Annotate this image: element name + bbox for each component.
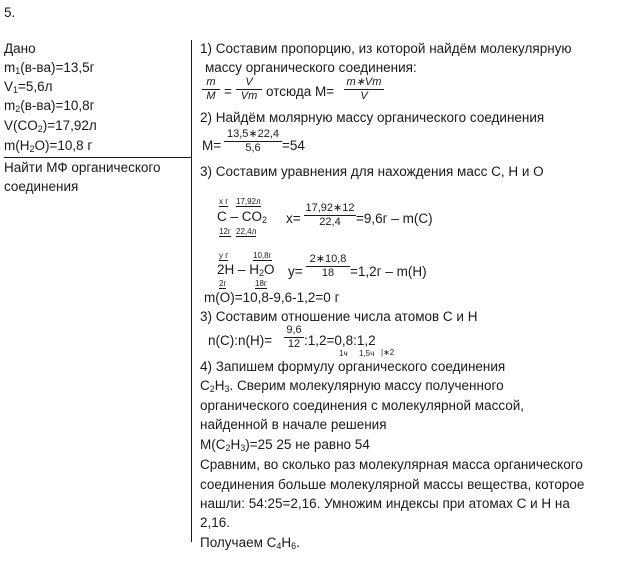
ratio-part-c: 1ч <box>339 349 348 358</box>
step4-formula-line: $C_2H_3$. Сверим молекулярную массу полученного <box>200 378 504 394</box>
ratio-fraction: 9,6 12 <box>284 325 304 350</box>
c-equation: C – $CO_2$ <box>217 209 268 225</box>
given-m1: $m_1(в-ва)=13,5г$ <box>4 60 95 76</box>
step3b-line-1: 3) Составим отношение числа атомов С и Н <box>200 309 478 324</box>
given-divider <box>4 157 192 158</box>
h-top-mass: 10,8г <box>253 251 272 260</box>
step4-line-8: нашли: 54:25=2,16. Умножим индексы при атомах С и Н на <box>200 496 570 511</box>
given-heading: Дано <box>4 41 36 56</box>
step1-then: отсюда М= <box>266 84 335 99</box>
find-line-1: Найти МФ органического <box>4 160 161 175</box>
final-answer: Получаем $С_4Н_6$. <box>200 535 300 551</box>
step4-line-1: 4) Запишем формулу органического соединения <box>200 359 506 374</box>
step4-line-3: органического соединения с молекулярной массой, <box>200 398 525 413</box>
step4-line-4: найденной в начале решения <box>200 417 387 432</box>
find-line-2: соединения <box>4 179 79 194</box>
o-mass-line: m(O)=10,8-9,6-1,2=0 г <box>204 290 340 305</box>
step4-line-9: 2,16. <box>200 515 231 530</box>
step1-line-1: 1) Составим пропорцию, из которой найдём молекулярную <box>200 41 572 56</box>
problem-number: 5. <box>4 5 16 20</box>
step1-line-2: массу органического соединения: <box>205 60 417 75</box>
step4-line-7: соединения больше молекулярной массы вещества, которое <box>200 477 585 492</box>
c-top-volume: 17,92л <box>236 197 261 206</box>
step2-lhs: М= <box>202 138 222 153</box>
h-bottom-mass: 2г <box>219 279 227 288</box>
given-m2: $m_2(в-ва)=10,8г$ <box>4 98 95 114</box>
given-v1: $V_1=5,6л$ <box>4 79 53 95</box>
step1-fraction-result: m∗Vm V <box>344 77 384 102</box>
h-equation: $2H - H_2O$ <box>217 262 275 278</box>
step4-line-6: Сравним, во сколько раз молекулярная масса органического <box>200 457 583 472</box>
given-vco2: $V(CO_2)=17,92л$ <box>4 118 97 134</box>
vertical-divider <box>191 40 192 542</box>
step4-molar-mass-line: $M(C_2H_3)=25$ 25 не равно 54 <box>200 437 370 453</box>
c-bottom-volume: 22,4л <box>236 227 257 236</box>
c-bottom-mass: 12г <box>219 227 231 236</box>
h-top-y: у г <box>219 251 229 260</box>
ratio-multiplier: |∗2 <box>381 348 395 357</box>
ratio-part-h: 1,5ч <box>359 349 375 358</box>
ratio-lhs: n(C):n(H)= <box>208 333 273 348</box>
c-fraction: 17,92∗12 22,4 <box>305 202 355 228</box>
step2-fraction: 13,5∗22,4 5,6 <box>224 129 282 154</box>
h-result: =1,2г – m(H) <box>350 264 427 279</box>
c-x-label: х= <box>286 211 301 226</box>
step2-line-1: 2) Найдём молярную массу органического соединения <box>200 110 545 125</box>
step1-equals: = <box>224 84 232 99</box>
h-y-label: у= <box>288 264 303 279</box>
step2-result: =54 <box>282 138 305 153</box>
step3-line-1: 3) Составим уравнения для нахождения масс С, Н и О <box>200 164 544 179</box>
given-mh2o: $m(H_2O)=10,8$ г <box>4 138 93 154</box>
c-top-x: х г <box>219 197 229 206</box>
step1-fraction-m-M: m M <box>202 77 220 102</box>
ratio-rest: :1,2=0,8:1,2 <box>304 333 376 348</box>
h-fraction: 2∗10,8 18 <box>306 254 350 279</box>
c-result: =9,6г – m(C) <box>356 211 433 226</box>
step1-fraction-V-Vm: V Vm <box>236 77 262 102</box>
h-bottom-mass-water: 18г <box>255 279 267 288</box>
